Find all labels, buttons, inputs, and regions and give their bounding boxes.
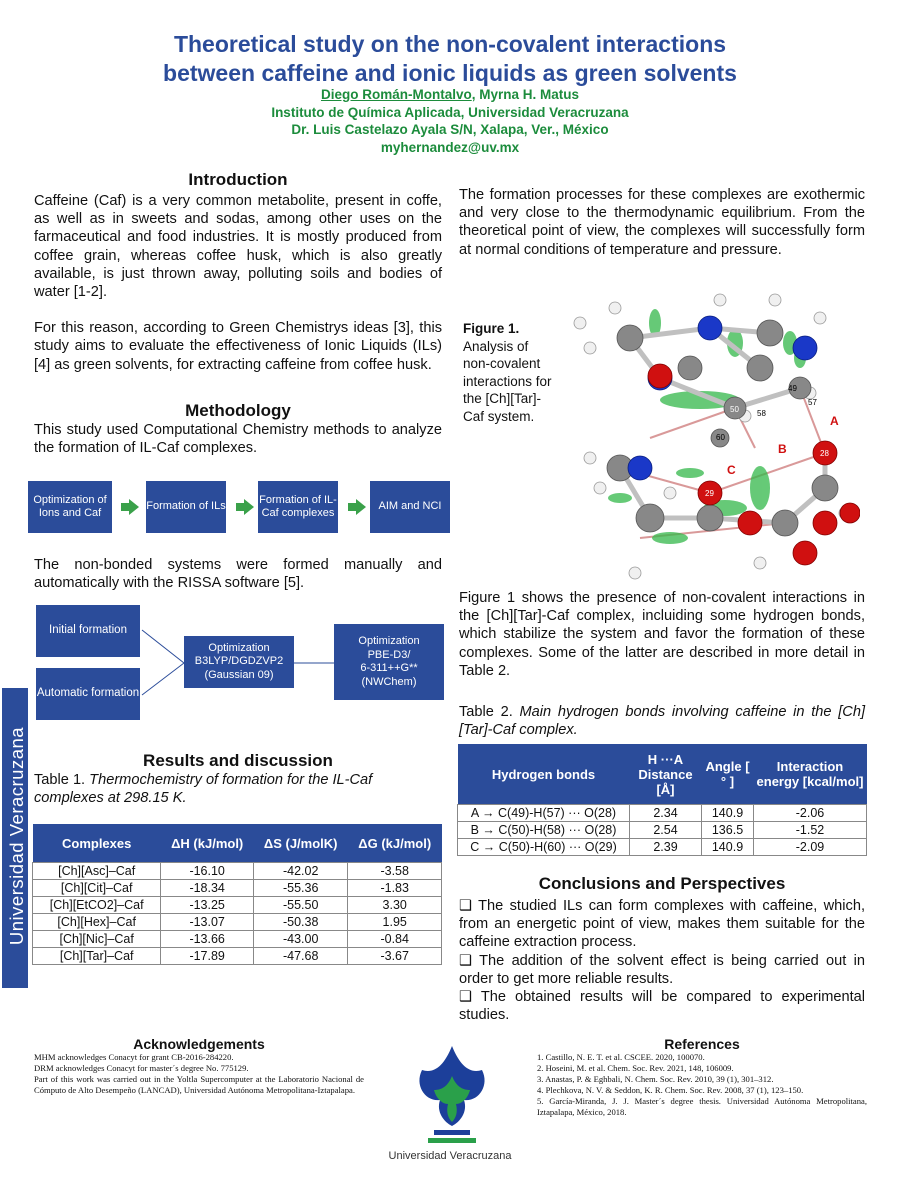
figure-discussion-paragraph: Figure 1 shows the presence of non-covalent interactions in the [Ch][Tar]-Caf complex, incluiding some hydrogen bonds, which stabilize the system and favor the formation of these complexes. Some of the latter are described in more detail in Table 2. xyxy=(459,590,865,679)
opt1-line-3: (Gaussian 09) xyxy=(204,668,274,681)
flow-step-2: Formation of ILs xyxy=(146,481,226,533)
checkbox-icon: ❑ xyxy=(459,898,479,914)
table1-row-cell: -55.36 xyxy=(253,880,347,897)
flow-arrow-1 xyxy=(129,499,139,515)
table1-row-cell: -1.83 xyxy=(348,880,442,897)
table1-row-cell: -3.67 xyxy=(348,948,442,965)
table2-header-angle: Angle [ ° ] xyxy=(702,744,754,805)
checkbox-icon: ❑ xyxy=(459,989,481,1006)
table2-header-distance: H ···A Distance [Å] xyxy=(630,744,702,805)
thermochemistry-table xyxy=(32,824,442,965)
table2-caption xyxy=(459,703,865,739)
table1-row-cell: [Ch][Tar]–Caf xyxy=(33,948,161,965)
flow-step-1: Optimization of Ions and Caf xyxy=(28,481,112,533)
university-logo-text: Universidad Veracruzana xyxy=(388,1150,512,1162)
initial-formation-box: Initial formation xyxy=(36,605,140,657)
introduction-heading: Introduction xyxy=(188,170,288,189)
table2-row-cell: 2.54 xyxy=(630,822,702,839)
atom-label-49: 49 xyxy=(788,384,797,393)
table1-row-cell: [Ch][Hex]–Caf xyxy=(33,914,161,931)
opt2-line-2: PBE-D3/ xyxy=(367,648,411,661)
methodology-section xyxy=(34,401,442,457)
author-line xyxy=(0,86,900,104)
table1-header-ds: ΔS (J/molK) xyxy=(253,824,347,863)
flow-step-3: Formation of IL-Caf complexes xyxy=(258,481,338,533)
table1-row-cell: -13.07 xyxy=(161,914,254,931)
table1-row-cell: [Ch][Cit]–Caf xyxy=(33,880,161,897)
table2-caption-text: Main hydrogen bonds involving caffeine in the [Ch][Tar]-Caf complex. xyxy=(459,704,865,739)
figure1-caption xyxy=(463,320,553,425)
hbond-label-c: C xyxy=(727,463,736,477)
reference-5: 5. García-Miranda, J. J. Master´s degree thesis. Universidad Autónoma Metropolitana, Iztapalapa, México, 2018. xyxy=(537,1096,867,1117)
table2-header-row xyxy=(458,744,867,805)
title-line-1: Theoretical study on the non-covalent interactions xyxy=(173,31,727,57)
results-heading: Results and discussion xyxy=(143,751,333,770)
table1-row-cell: -55.50 xyxy=(253,897,347,914)
table2-row-cell: B → C(50)-H(58) ··· O(28) xyxy=(458,822,630,839)
nci-molecule-figure xyxy=(560,288,860,583)
table2-row-cell: -2.09 xyxy=(754,839,867,856)
flow-arrow-2 xyxy=(244,499,254,515)
reference-2: 2. Hoseini, M. et al. Chem. Soc. Rev. 2021, 148, 106009. xyxy=(537,1063,734,1073)
table1-row-cell: [Ch][Nic]–Caf xyxy=(33,931,161,948)
results-section xyxy=(34,751,442,807)
atom-label-57: 57 xyxy=(808,398,817,407)
table1-row xyxy=(33,914,442,931)
author-2: , Myrna H. Matus xyxy=(471,87,580,102)
sidebar-text: Universidad Veracruzana xyxy=(6,726,27,946)
title-line-2: between caffeine and ionic liquids as green solvents xyxy=(163,60,737,86)
table1-caption-text: Thermochemistry of formation for the IL-Caf complexes at 298.15 K. xyxy=(34,772,373,807)
contact-email: myhernandez@uv.mx xyxy=(380,139,520,155)
reference-1: 1. Castillo, N. E. T. et al. CSCEE. 2020, 100070. xyxy=(537,1052,705,1062)
table1-caption xyxy=(34,771,442,807)
table2-row-cell: -2.06 xyxy=(754,805,867,822)
opt2-line-4: (NWChem) xyxy=(361,675,417,688)
atom-label-58: 58 xyxy=(757,409,766,418)
flow-arrow-3 xyxy=(356,499,366,515)
reference-3: 3. Anastas, P. & Eghbali, N. Chem. Soc. Rev. 2010, 39 (1), 301–312. xyxy=(537,1074,774,1084)
author-1: Diego Román-Montalvo xyxy=(320,87,472,102)
authors-block xyxy=(0,86,900,156)
table1-row-cell: -0.84 xyxy=(348,931,442,948)
atom-label-50: 50 xyxy=(730,405,739,414)
introduction-section xyxy=(34,170,442,374)
table2-row-cell: -1.52 xyxy=(754,822,867,839)
hbond-label-a: A xyxy=(830,414,839,428)
table1-row-cell: -17.89 xyxy=(161,948,254,965)
table1-row xyxy=(33,948,442,965)
table1-caption-prefix: Table 1. xyxy=(34,772,90,788)
table2-row xyxy=(458,805,867,822)
opt1-line-1: Optimization xyxy=(208,641,270,654)
table1-header-row xyxy=(33,824,442,863)
reference-4: 4. Plechkova, N. V. & Seddon, K. R. Chem. Soc. Rev. 2008, 37 (1), 123–150. xyxy=(537,1085,804,1095)
opt1-line-2: B3LYP/DGDZVP2 xyxy=(194,655,284,668)
table2-row xyxy=(458,822,867,839)
formation-paragraph: The formation processes for these complexes are exothermic and very close to the thermodynamic equilibrium. From the theoretical point of view, the complexes will successfully form at normal conditions of temperature and pressure. xyxy=(459,187,865,258)
ack-line-3: Part of this work was carried out in the Yoltla Supercomputer at the Laboratorio Nacional de Cómputo de Alto Desempeño (LANCAD), Universidad Autónoma Metropolitana-Iztapalapa. xyxy=(34,1074,364,1095)
atom-label-28: 28 xyxy=(820,449,829,458)
table1-row-cell: -13.66 xyxy=(161,931,254,948)
table2-caption-prefix: Table 2. xyxy=(459,704,520,720)
table1-row-cell: 3.30 xyxy=(348,897,442,914)
atom-label-60: 60 xyxy=(716,433,725,442)
references-section xyxy=(537,1036,867,1118)
table2-row xyxy=(458,839,867,856)
opt2-line-1: Optimization xyxy=(358,635,420,647)
introduction-paragraph-2: For this reason, according to Green Chemistrys ideas [3], this study aims to evaluate the effectiveness of Ionic Liquids (ILs) [4] as green solvents, for extracting caffeine from coffee husk. xyxy=(34,320,442,373)
table1-row-cell: 1.95 xyxy=(348,914,442,931)
table1-header-dh: ΔH (kJ/mol) xyxy=(161,824,254,863)
automatic-formation-box xyxy=(36,668,140,720)
table1-row-cell: -16.10 xyxy=(161,863,254,880)
table1-row-cell: [Ch][Asc]–Caf xyxy=(33,863,161,880)
conclusions-section xyxy=(459,874,865,1024)
table2-header-energy: Interaction energy [kcal/mol] xyxy=(754,744,867,805)
checkbox-icon: ❑ xyxy=(459,952,480,969)
conclusion-item-3 xyxy=(459,988,865,1024)
table2-row-cell: 140.9 xyxy=(702,805,754,822)
table1-row-cell: -18.34 xyxy=(161,880,254,897)
table2-row-cell: 2.34 xyxy=(630,805,702,822)
table1-row xyxy=(33,931,442,948)
ack-line-2: DRM acknowledges Conacyt for master´s degree No. 775129. xyxy=(34,1063,249,1073)
methodology-paragraph-1: This study used Computational Chemistry methods to analyze the formation of IL-Caf complexes. xyxy=(34,422,442,457)
affiliation-2: Dr. Luis Castelazo Ayala S/N, Xalapa, Ver., México xyxy=(291,122,609,137)
introduction-paragraph-1: Caffeine (Caf) is a very common metabolite, present in coffe, as well as in sweets and sodas, among other uses on the farmaceutical and food industries. It is mostly produced from coffee grain, whereas coffee husk, which is also greatly available, is just thrown away, polluting soils and bodies of water [1-2]. xyxy=(34,193,442,301)
table1-row xyxy=(33,880,442,897)
table1-row-cell: -47.68 xyxy=(253,948,347,965)
conclusions-heading: Conclusions and Perspectives xyxy=(538,874,786,893)
table2-row-cell: C → C(50)-H(60) ··· O(29) xyxy=(458,839,630,856)
optimization-gaussian-box xyxy=(184,636,294,688)
table1-row-cell: -43.00 xyxy=(253,931,347,948)
hbond-label-b: B xyxy=(778,442,787,456)
figure1-label: Figure 1. xyxy=(463,321,520,336)
automatic-formation-label: Automatic formation xyxy=(36,687,140,700)
conclusion-item-2 xyxy=(459,952,865,988)
figure1-caption-text: Analysis of non-covalent interactions for the [Ch][Tar]-Caf system. xyxy=(463,338,552,424)
table1-row-cell: -13.25 xyxy=(161,897,254,914)
table2-header-bonds: Hydrogen bonds xyxy=(458,744,630,805)
table1-header-dg: ΔG (kJ/mol) xyxy=(348,824,442,863)
methodology-heading: Methodology xyxy=(185,401,291,420)
table1-row-cell: [Ch][EtCO2]–Caf xyxy=(33,897,161,914)
table2-row-cell: 136.5 xyxy=(702,822,754,839)
optimization-nwchem-box xyxy=(334,624,444,700)
ack-line-1: MHM acknowledges Conacyt for grant CB-2016-284220. xyxy=(34,1052,234,1062)
poster-title xyxy=(60,30,840,88)
table1-row xyxy=(33,863,442,880)
affiliation-1: Instituto de Química Aplicada, Universidad Veracruzana xyxy=(271,104,629,120)
table1-row-cell: -42.02 xyxy=(253,863,347,880)
methodology-paragraph-2: The non-bonded systems were formed manually and automatically with the RISSA software [5]. xyxy=(34,557,442,592)
acknowledgements-section xyxy=(34,1036,364,1096)
table2-row-cell: 2.39 xyxy=(630,839,702,856)
table2-row-cell: 140.9 xyxy=(702,839,754,856)
conclusion-text-2: The addition of the solvent effect is being carried out in order to get more reliable results. xyxy=(459,952,865,987)
flow-step-4: AIM and NCI xyxy=(370,481,450,533)
table1-row-cell: -50.38 xyxy=(253,914,347,931)
hydrogen-bonds-table xyxy=(457,744,867,856)
university-sidebar xyxy=(2,688,28,988)
conclusion-item-1 xyxy=(459,897,865,952)
university-logo xyxy=(412,1046,492,1146)
table1-header-complexes: Complexes xyxy=(33,824,161,863)
acknowledgements-heading: Acknowledgements xyxy=(133,1036,265,1052)
table1-row-cell: -3.58 xyxy=(348,863,442,880)
table2-row-cell: A → C(49)-H(57) ··· O(28) xyxy=(458,805,630,822)
table1-row xyxy=(33,897,442,914)
conclusion-text-1: The studied ILs can form complexes with caffeine, which, from an energetic point of view, makes them suitable for the caffeine extraction process. xyxy=(459,898,866,951)
conclusion-text-3: The obtained results will be compared to experimental studies. xyxy=(459,989,865,1024)
atom-label-29: 29 xyxy=(705,489,714,498)
opt2-line-3: 6-311++G** xyxy=(360,662,418,674)
references-heading: References xyxy=(664,1036,740,1052)
